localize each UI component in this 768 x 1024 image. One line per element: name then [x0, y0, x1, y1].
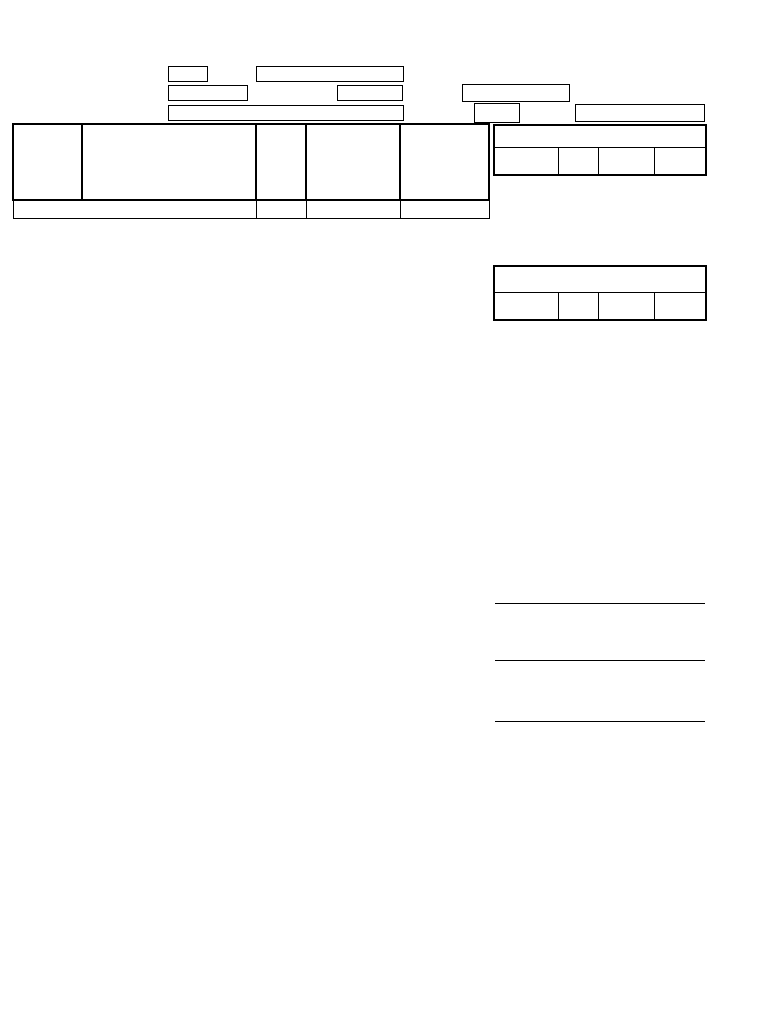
division-field[interactable]	[256, 66, 404, 82]
summary-table	[493, 124, 707, 176]
adviser-name	[495, 601, 705, 604]
summary-status-header	[494, 147, 558, 175]
action-header	[306, 124, 400, 200]
head-name	[495, 658, 705, 661]
learners-table-top	[12, 123, 490, 219]
summary-total-header	[654, 147, 706, 175]
level-descriptor-header	[494, 292, 558, 320]
summary-female-header	[598, 147, 654, 175]
average-header	[256, 124, 306, 200]
level-male-header	[558, 292, 598, 320]
level-table	[493, 265, 707, 321]
school-year-field[interactable]	[337, 85, 403, 101]
name-header	[82, 124, 256, 200]
reviewer-line	[495, 721, 705, 722]
level-total-header	[654, 292, 706, 320]
lrn-header	[13, 124, 82, 200]
did-not-meet-header	[400, 124, 489, 200]
region-field[interactable]	[168, 66, 208, 82]
school-id-field[interactable]	[168, 85, 248, 101]
guidelines	[497, 773, 707, 779]
male-section-label	[13, 200, 256, 218]
grade-level-field[interactable]	[474, 103, 520, 123]
summary-title	[494, 125, 706, 147]
summary-male-header	[558, 147, 598, 175]
level-female-header	[598, 292, 654, 320]
school-name-field[interactable]	[168, 105, 404, 121]
level-title	[494, 266, 706, 292]
section-field[interactable]	[575, 104, 705, 122]
curriculum-field[interactable]	[462, 84, 570, 102]
